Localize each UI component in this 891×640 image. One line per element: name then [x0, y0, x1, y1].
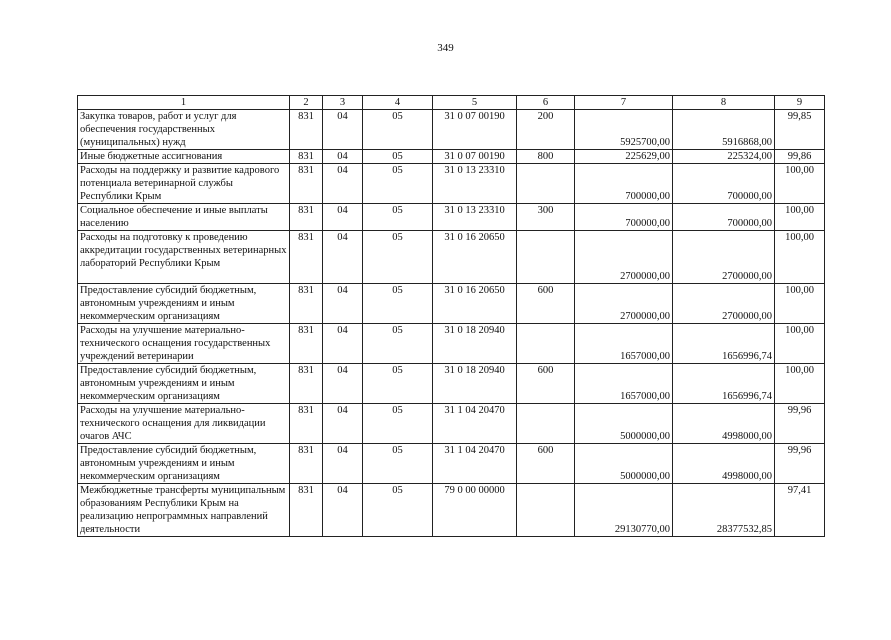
- executed-amount: 1656996,74: [673, 324, 775, 364]
- section-code: 04: [323, 164, 363, 204]
- row-description: Иные бюджетные ассигнования: [78, 150, 290, 164]
- admin-code: 831: [290, 484, 323, 537]
- table-row: [78, 444, 825, 484]
- execution-percent: 100,00: [775, 284, 825, 324]
- execution-percent: 97,41: [775, 484, 825, 537]
- target-article-code: 79 0 00 00000: [433, 484, 517, 537]
- subsection-code: 05: [363, 284, 433, 324]
- expense-type-code: [517, 324, 575, 364]
- column-header-7: 7: [575, 96, 673, 110]
- execution-percent: 99,96: [775, 444, 825, 484]
- execution-percent: 100,00: [775, 231, 825, 284]
- row-description: Расходы на улучшение материально-технического оснащения государственных учреждений ветеринарии: [78, 324, 290, 364]
- section-code: 04: [323, 110, 363, 150]
- execution-percent: 100,00: [775, 324, 825, 364]
- execution-percent: 100,00: [775, 164, 825, 204]
- admin-code: 831: [290, 110, 323, 150]
- subsection-code: 05: [363, 484, 433, 537]
- expense-type-code: [517, 231, 575, 284]
- column-header-9: 9: [775, 96, 825, 110]
- planned-amount: 700000,00: [575, 204, 673, 231]
- row-description: Социальное обеспечение и иные выплаты населению: [78, 204, 290, 231]
- subsection-code: 05: [363, 324, 433, 364]
- subsection-code: 05: [363, 444, 433, 484]
- subsection-code: 05: [363, 150, 433, 164]
- expense-type-code: 600: [517, 444, 575, 484]
- target-article-code: 31 0 18 20940: [433, 364, 517, 404]
- subsection-code: 05: [363, 364, 433, 404]
- column-header-2: 2: [290, 96, 323, 110]
- execution-percent: 99,86: [775, 150, 825, 164]
- executed-amount: 700000,00: [673, 204, 775, 231]
- page-number: 349: [437, 42, 454, 54]
- column-header-6: 6: [517, 96, 575, 110]
- admin-code: 831: [290, 150, 323, 164]
- planned-amount: 700000,00: [575, 164, 673, 204]
- executed-amount: 4998000,00: [673, 404, 775, 444]
- expense-type-code: 300: [517, 204, 575, 231]
- target-article-code: 31 0 16 20650: [433, 284, 517, 324]
- subsection-code: 05: [363, 110, 433, 150]
- planned-amount: 5000000,00: [575, 404, 673, 444]
- planned-amount: 5000000,00: [575, 444, 673, 484]
- executed-amount: 1656996,74: [673, 364, 775, 404]
- target-article-code: 31 0 13 23310: [433, 164, 517, 204]
- row-description: Расходы на улучшение материально-технического оснащения для ликвидации очагов АЧС: [78, 404, 290, 444]
- planned-amount: 2700000,00: [575, 284, 673, 324]
- row-description: Расходы на поддержку и развитие кадрового потенциала ветеринарной службы Республики Крым: [78, 164, 290, 204]
- execution-percent: 100,00: [775, 204, 825, 231]
- row-description: Расходы на подготовку к проведению аккредитации государственных ветеринарных лабораторий Республики Крым: [78, 231, 290, 284]
- planned-amount: 5925700,00: [575, 110, 673, 150]
- execution-percent: 99,96: [775, 404, 825, 444]
- admin-code: 831: [290, 404, 323, 444]
- execution-percent: 100,00: [775, 364, 825, 404]
- admin-code: 831: [290, 164, 323, 204]
- planned-amount: 29130770,00: [575, 484, 673, 537]
- section-code: 04: [323, 444, 363, 484]
- table-row: [78, 484, 825, 537]
- section-code: 04: [323, 204, 363, 231]
- expense-type-code: 800: [517, 150, 575, 164]
- execution-percent: 99,85: [775, 110, 825, 150]
- executed-amount: 4998000,00: [673, 444, 775, 484]
- table-header-row: [78, 96, 825, 110]
- expense-type-code: 600: [517, 284, 575, 324]
- target-article-code: 31 0 07 00190: [433, 110, 517, 150]
- table-row: [78, 164, 825, 204]
- executed-amount: 225324,00: [673, 150, 775, 164]
- target-article-code: 31 0 07 00190: [433, 150, 517, 164]
- subsection-code: 05: [363, 404, 433, 444]
- admin-code: 831: [290, 231, 323, 284]
- subsection-code: 05: [363, 204, 433, 231]
- admin-code: 831: [290, 364, 323, 404]
- executed-amount: 2700000,00: [673, 284, 775, 324]
- target-article-code: 31 1 04 20470: [433, 404, 517, 444]
- subsection-code: 05: [363, 164, 433, 204]
- section-code: 04: [323, 284, 363, 324]
- table-row: [78, 110, 825, 150]
- expense-type-code: [517, 484, 575, 537]
- section-code: 04: [323, 404, 363, 444]
- column-header-3: 3: [323, 96, 363, 110]
- budget-table: [77, 95, 825, 537]
- row-description: Предоставление субсидий бюджетным, автономным учреждениям и иным некоммерческим организациям: [78, 364, 290, 404]
- section-code: 04: [323, 364, 363, 404]
- executed-amount: 28377532,85: [673, 484, 775, 537]
- row-description: Предоставление субсидий бюджетным, автономным учреждениям и иным некоммерческим организациям: [78, 444, 290, 484]
- table-row: [78, 150, 825, 164]
- row-description: Закупка товаров, работ и услуг для обеспечения государственных (муниципальных) нужд: [78, 110, 290, 150]
- table-row: [78, 231, 825, 284]
- table-row: [78, 284, 825, 324]
- table-row: [78, 204, 825, 231]
- section-code: 04: [323, 231, 363, 284]
- admin-code: 831: [290, 284, 323, 324]
- table-row: [78, 364, 825, 404]
- expense-type-code: 600: [517, 364, 575, 404]
- expense-type-code: [517, 404, 575, 444]
- executed-amount: 700000,00: [673, 164, 775, 204]
- target-article-code: 31 1 04 20470: [433, 444, 517, 484]
- planned-amount: 1657000,00: [575, 324, 673, 364]
- planned-amount: 1657000,00: [575, 364, 673, 404]
- column-header-8: 8: [673, 96, 775, 110]
- column-header-5: 5: [433, 96, 517, 110]
- table-row: [78, 404, 825, 444]
- admin-code: 831: [290, 444, 323, 484]
- row-description: Предоставление субсидий бюджетным, автономным учреждениям и иным некоммерческим организациям: [78, 284, 290, 324]
- section-code: 04: [323, 150, 363, 164]
- section-code: 04: [323, 484, 363, 537]
- target-article-code: 31 0 18 20940: [433, 324, 517, 364]
- admin-code: 831: [290, 204, 323, 231]
- admin-code: 831: [290, 324, 323, 364]
- executed-amount: 5916868,00: [673, 110, 775, 150]
- subsection-code: 05: [363, 231, 433, 284]
- target-article-code: 31 0 13 23310: [433, 204, 517, 231]
- expense-type-code: 200: [517, 110, 575, 150]
- target-article-code: 31 0 16 20650: [433, 231, 517, 284]
- expense-type-code: [517, 164, 575, 204]
- column-header-4: 4: [363, 96, 433, 110]
- row-description: Межбюджетные трансферты муниципальным образованиям Республики Крым на реализацию непрограммных направлений деятельности: [78, 484, 290, 537]
- section-code: 04: [323, 324, 363, 364]
- planned-amount: 2700000,00: [575, 231, 673, 284]
- column-header-1: 1: [78, 96, 290, 110]
- planned-amount: 225629,00: [575, 150, 673, 164]
- table-row: [78, 324, 825, 364]
- executed-amount: 2700000,00: [673, 231, 775, 284]
